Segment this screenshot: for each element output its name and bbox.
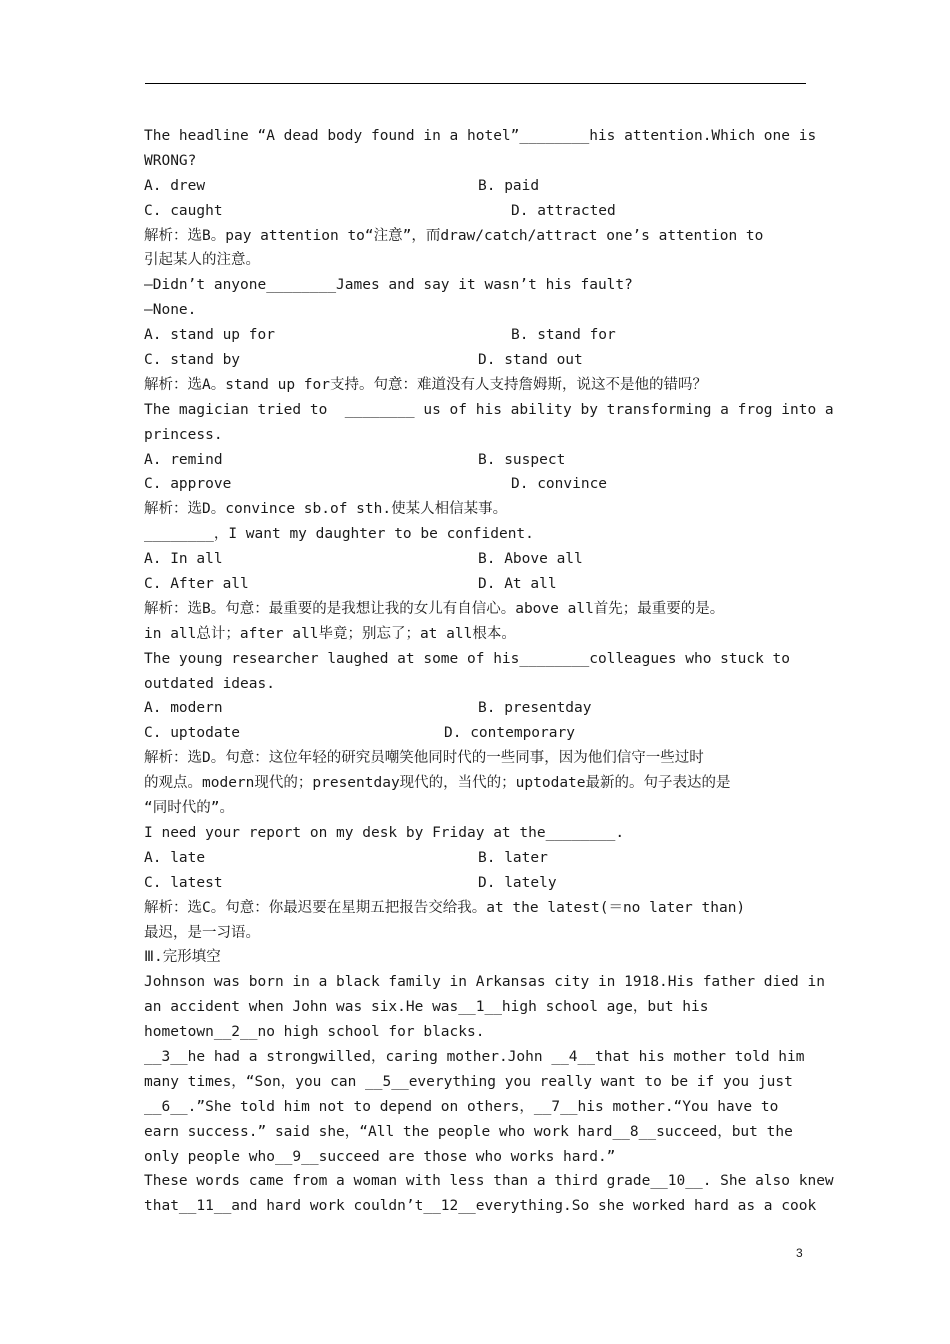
text-line: The headline “A dead body found in a hotel”________his attention.Which one is (144, 128, 817, 144)
text-line: 的观点。modern现代的；presentday现代的，当代的；uptodate最新的。句子表达的是 (144, 775, 731, 792)
option-choice: A. remind (144, 451, 223, 468)
option-choice: C. After all (144, 576, 249, 593)
option-row (144, 547, 806, 572)
text-line: ________，I want my daughter to be confident. (144, 526, 534, 543)
option-choice: B. stand for (511, 327, 616, 344)
text-line: “同时代的”。 (144, 800, 234, 817)
option-choice: A. late (144, 849, 206, 866)
option-choice: B. presentday (478, 700, 592, 717)
option-choice: D. contemporary (444, 725, 575, 742)
text-line: The young researcher laughed at some of his________colleagues who stuck to (144, 650, 791, 667)
option-choice: D. At all (478, 576, 557, 593)
text-line: I need your report on my desk by Friday at the________. (144, 824, 625, 841)
option-row (144, 846, 806, 871)
text-line: an accident when John was six.He was__1__high school age，but his (144, 999, 709, 1016)
option-choice: B. later (478, 849, 548, 866)
text-line: 解析：选C。句意：你最迟要在星期五把报告交给我。at the latest(＝no later than) (144, 899, 746, 916)
text-line: princess. (144, 426, 223, 443)
option-row (144, 199, 806, 224)
text-line: These words came from a woman with less than a third grade__10__. She also knew (144, 1173, 834, 1190)
option-choice: B. Above all (478, 551, 583, 568)
option-choice: B. suspect (478, 451, 566, 468)
option-choice: D. stand out (478, 352, 583, 369)
text-line: 引起某人的注意。 (144, 252, 260, 269)
text-line: __6__.”She told him not to depend on others，__7__his mother.“You have to (144, 1098, 779, 1115)
text-line: 解析：选D。convince sb.of sth.使某人相信某事。 (144, 501, 508, 518)
text-line: hometown__2__no high school for blacks. (144, 1024, 485, 1041)
text-line: Ⅲ.完形填空 (144, 949, 221, 966)
header-rule (145, 83, 806, 84)
option-choice: D. lately (478, 874, 557, 891)
document-body (144, 124, 834, 1219)
text-line: in all总计；after all毕竟；别忘了；at all根本。 (144, 625, 516, 642)
text-line: 解析：选D。句意：这位年轻的研究员嘲笑他同时代的一些同事，因为他们信守一些过时 (144, 750, 704, 767)
page-number: 3 (796, 1246, 803, 1260)
text-line: outdated ideas. (144, 675, 275, 692)
option-row (144, 323, 806, 348)
option-choice: C. approve (144, 476, 232, 493)
text-line: Johnson was born in a black family in Arkansas city in 1918.His father died in (144, 974, 825, 991)
option-row (144, 448, 806, 473)
text-line: —Didn’t anyone________James and say it wasn’t his fault? (144, 277, 633, 294)
option-choice: D. convince (511, 476, 608, 493)
option-choice: C. caught (144, 202, 223, 219)
text-line: that__11__and hard work couldn’t__12__everything.So she worked hard as a cook (144, 1198, 817, 1215)
option-choice: C. uptodate (144, 725, 241, 742)
option-choice: A. stand up for (144, 327, 275, 344)
text-line: —None. (144, 302, 197, 319)
option-choice: C. stand by (144, 352, 241, 369)
option-row (144, 696, 806, 721)
option-row (144, 348, 806, 373)
option-choice: A. drew (144, 177, 206, 194)
option-choice: A. In all (144, 551, 223, 568)
option-row (144, 572, 806, 597)
text-line: WRONG? (144, 152, 197, 169)
text-line: 解析：选B。pay attention to“注意”，而draw/catch/attract one’s attention to (144, 227, 764, 244)
option-choice: D. attracted (511, 202, 616, 219)
text-line: 最迟，是一习语。 (144, 924, 260, 941)
text-line: 解析：选A。stand up for支持。句意：难道没有人支持詹姆斯，说这不是他的错吗？ (144, 376, 707, 393)
option-choice: B. paid (478, 177, 540, 194)
text-line: many times，“Son，you can __5__everything you really want to be if you just (144, 1073, 793, 1090)
text-line: only people who__9__succeed are those who works hard.” (144, 1148, 616, 1165)
option-choice: C. latest (144, 874, 223, 891)
option-row (144, 174, 806, 199)
text-line: The magician tried to ________ us of his ability by transforming a frog into a (144, 401, 834, 418)
option-row (144, 472, 806, 497)
option-choice: A. modern (144, 700, 223, 717)
text-line: earn success.” said she，“All the people who work hard__8__succeed，but the (144, 1123, 793, 1140)
option-row (144, 721, 806, 746)
option-row (144, 871, 806, 896)
text-line: 解析：选B。句意：最重要的是我想让我的女儿有自信心。above all首先；最重要的是。 (144, 600, 725, 617)
text-line: __3__he had a strongwilled，caring mother.John __4__that his mother told him (144, 1048, 805, 1065)
